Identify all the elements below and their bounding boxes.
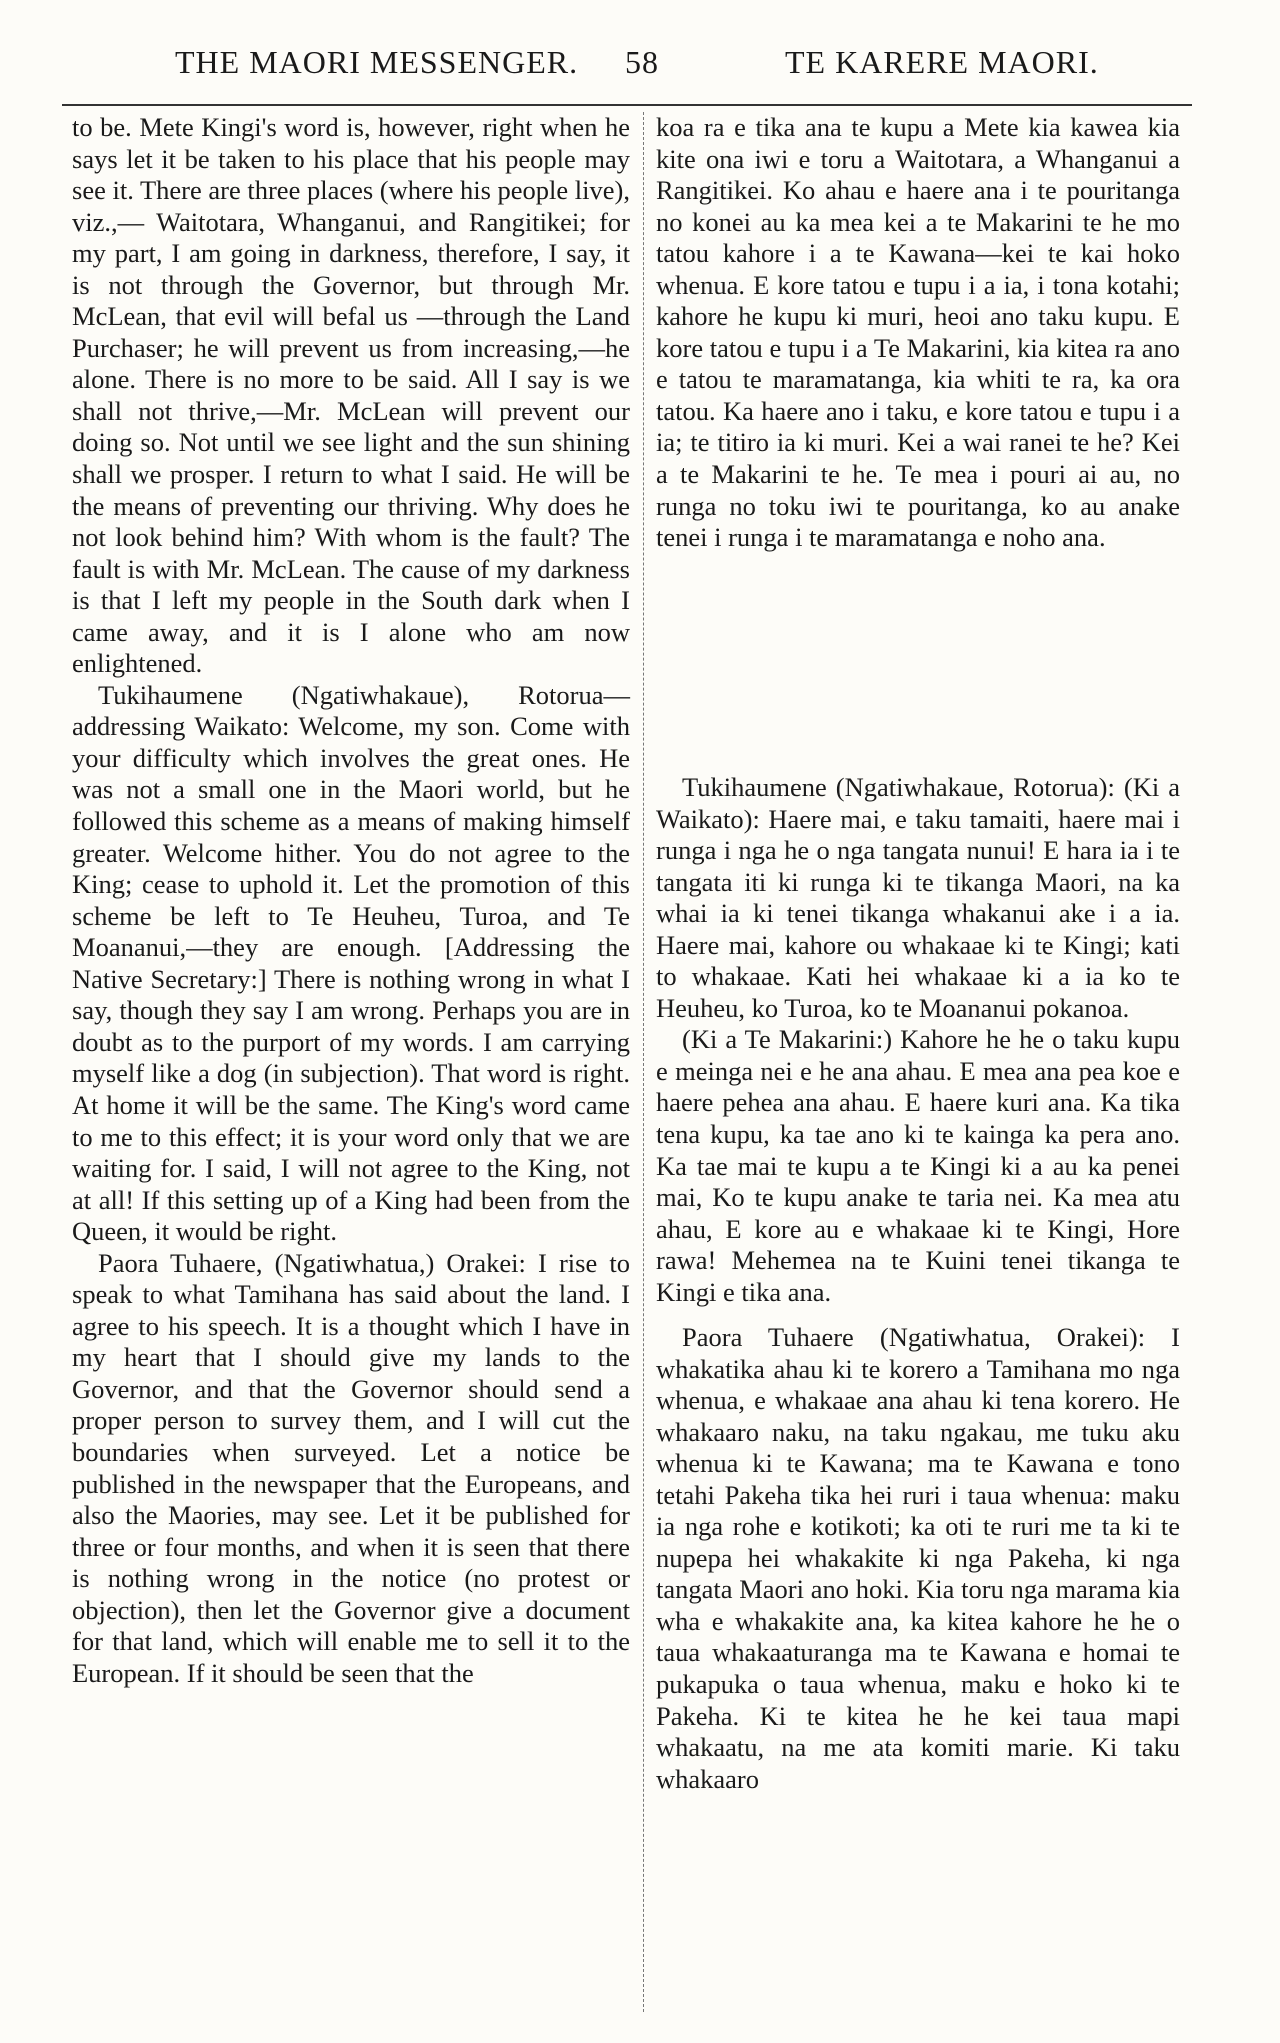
english-title: THE MAORI MESSENGER. [175,44,579,80]
maori-block-2 [656,772,1180,1308]
page-number: 58 [625,44,659,80]
column-divider [643,112,644,2012]
maori-paragraph-tukihaumene: Tukihaumene (Ngatiwhakaue, Rotorua): (Ki a Waikato): Haere mai, e taku tamaiti, haere mai i runga i nga he o nga tangata nunui! E hara ia i te tangata iti ki runga ki te tikanga Maori, na ka whai ia ki tenei tikanga whakanui ake i a ia. Haere mai, kahore ou whakaae ki te Kingi; kati to whakaae. Kati hei whakaae ki a ia ko te Heuheu, ko Turoa, ko te Moananui pokanoa. [656,772,1180,1023]
english-paragraph-mete-kingi: to be. Mete Kingi's word is, however, right when he says let it be taken to his place that his people may see it. There are three places (where his people live), viz.,— Waitotara, Whanganui, and Rangitikei; for my part, I am going in darkness, therefore, I say, it is not through the Governor, but through Mr. McLean, that evil will befal us —through the Land Purchaser; he will prevent us from increasing,—he alone. There is no more to be said. All I say is we shall not thrive,—Mr. McLean will prevent our doing so. Not until we see light and the sun shining shall we prosper. I return to what I said. He will be the means of preventing our thriving. Why does he not look behind him? With whom is the fault? The fault is with Mr. McLean. The cause of my darkness is that I left my people in the South dark when I came away, and it is I alone who am now enlightened. [72,112,630,679]
page-header [0,38,1280,98]
header-rule [62,104,1192,106]
maori-block-3 [656,1322,1180,1795]
english-paragraph-paora-tuhaere: Paora Tuhaere, (Ngatiwhatua,) Orakei: I rise to speak to what Tamihana has said about the land. I agree to his speech. It is a thought which I have in my heart that I should give my lands to the Governor, and that the Governor should send a proper person to survey them, and I will cut the boundaries when surveyed. Let a notice be published in the newspaper that the Europeans, and also the Maories, may see. Let it be published for three or four months, and when it is seen that there is nothing wrong in the notice (no protest or objection), then let the Governor give a document for that land, which will enable me to sell it to the European. If it should be seen that the [72,1247,630,1688]
maori-title: TE KARERE MAORI. [785,44,1099,80]
maori-block-1 [656,112,1180,554]
maori-paragraph-makarini: (Ki a Te Makarini:) Kahore he he o taku kupu e meinga nei e he ana ahau. E mea ana pea koe e haere pehea ana ahau. E haere kuri ana. Ka tika tena kupu, ka tae ano ki te kainga ka pera ano. Ka tae mai te kupu a te Kingi ki a au ka penei mai, Ko te kupu anake te taria nei. Ka mea atu ahau, E kore au e whakaae ki te Kingi, Hore rawa! Mehemea na te Kuini tenei tikanga te Kingi e tika ana. [656,1024,1180,1307]
english-column [72,112,630,1689]
maori-paragraph-mete-kingi: koa ra e tika ana te kupu a Mete kia kawea kia kite ona iwi e toru a Waitotara, a Whanganui a Rangitikei. Ko ahau e haere ana i te pouritanga no konei au ka mea kei a te Makarini te he mo tatou kahore i a te Kawana—kei te kai hoko whenua. E kore tatou e tupu i a ia, i tona kotahi; kahore he kupu ki muri, heoi ano taku kupu. E kore tatou e tupu i a Te Makarini, kia kitea ra ano e tatou te maramatanga, kia whiti te ra, ka ora tatou. Ka haere ano i taku, e kore tatou e tupu i a ia; te titiro ia ki muri. Kei a wai ranei te he? Kei a te Makarini te he. Te mea i pouri ai au, no runga no toku iwi te pouritanga, ko au anake tenei i runga i te maramatanga e noho ana. [656,112,1180,553]
english-paragraph-tukihaumene: Tukihaumene (Ngatiwhakaue), Rotorua— addressing Waikato: Welcome, my son. Come with your difficulty which involves the great ones. He was not a small one in the Maori world, but he followed this scheme as a means of making himself greater. Welcome hither. You do not agree to the King; cease to uphold it. Let the promotion of this scheme be left to Te Heuheu, Turoa, and Te Moananui,—they are enough. [Addressing the Native Secretary:] There is nothing wrong in what I say, though they say I am wrong. Perhaps you are in doubt as to the purport of my words. I am carrying myself like a dog (in subjection). That word is right. At home it will be the same. The King's word came to me to this effect; it is your word only that we are waiting for. I said, I will not agree to the King, not at all! If this setting up of a King had been from the Queen, it would be right. [72,679,630,1247]
maori-paragraph-paora-tuhaere: Paora Tuhaere (Ngatiwhatua, Orakei): I whakatika ahau ki te korero a Tamihana mo nga whenua, e whakaae ana ahau ki tena korero. He whakaaro naku, na taku ngakau, me tuku aku whenua ki te Kawana; ma te Kawana e tono tetahi Pakeha tika hei ruri i taua whenua: maku ia nga rohe e kotikoti; ka oti te ruri me ta ki te nupepa hei whakakite ki nga Pakeha, ki nga tangata Maori ano hoki. Kia toru nga marama kia wha e whakakite ana, ka kitea kahore he he o taua whakaaturanga ma te Kawana e homai te pukapuka o taua whenua, maku e hoko ki te Pakeha. Ki te kitea he he kei taua mapi whakaatu, na me ata komiti marie. Ki taku whakaaro [656,1322,1180,1794]
